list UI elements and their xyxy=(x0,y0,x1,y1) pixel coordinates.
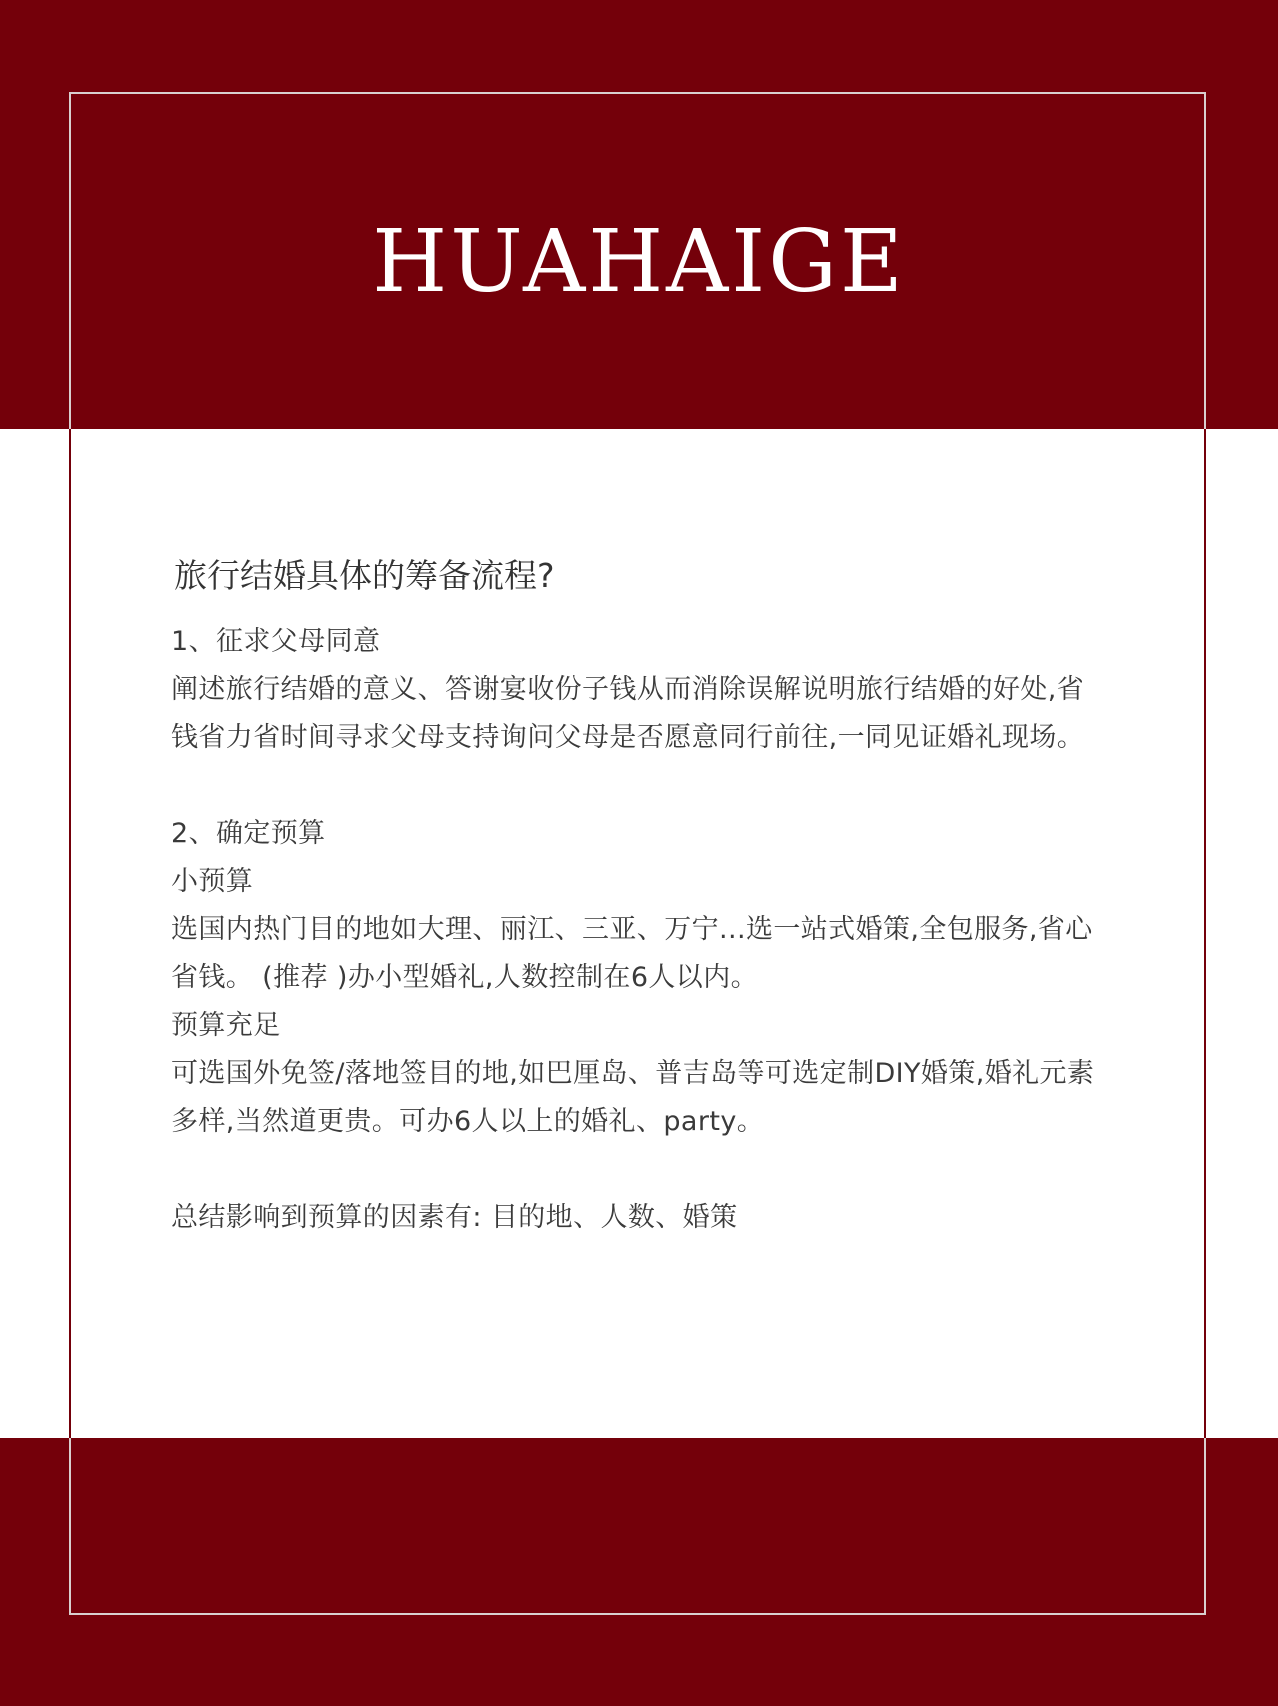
section1-title: 1、征求父母同意 xyxy=(171,626,381,657)
frame-gap-left xyxy=(69,429,71,1438)
article-content xyxy=(171,548,1111,1242)
small-budget-text: 选国内热门目的地如大理、丽江、三亚、万宁...选一站式婚策,全包服务,省心省钱。 (推荐 )办小型婚礼,人数控制在6人以内。 xyxy=(171,914,1093,993)
spacer xyxy=(171,1146,1111,1194)
ample-budget-text: 可选国外免签/落地签目的地,如巴厘岛、普吉岛等可选定制DIY婚策,婚礼元素多样,当然道更贵。可办6人以上的婚礼、party。 xyxy=(171,1058,1095,1137)
frame-gap-right xyxy=(1204,429,1206,1438)
summary-text: 总结影响到预算的因素有: 目的地、人数、婚策 xyxy=(171,1202,738,1233)
section2-title: 2、确定预算 xyxy=(171,818,326,849)
article-heading: 旅行结婚具体的筹备流程? xyxy=(174,556,555,595)
brand-title: HUAHAIGE xyxy=(372,212,906,312)
spacer xyxy=(171,762,1111,810)
section1-body: 阐述旅行结婚的意义、答谢宴收份子钱从而消除误解说明旅行结婚的好处,省钱省力省时间寻求父母支持询问父母是否愿意同行前往,一同见证婚礼现场。 xyxy=(171,674,1085,753)
ample-budget-label: 预算充足 xyxy=(171,1010,281,1041)
small-budget-label: 小预算 xyxy=(171,866,254,897)
